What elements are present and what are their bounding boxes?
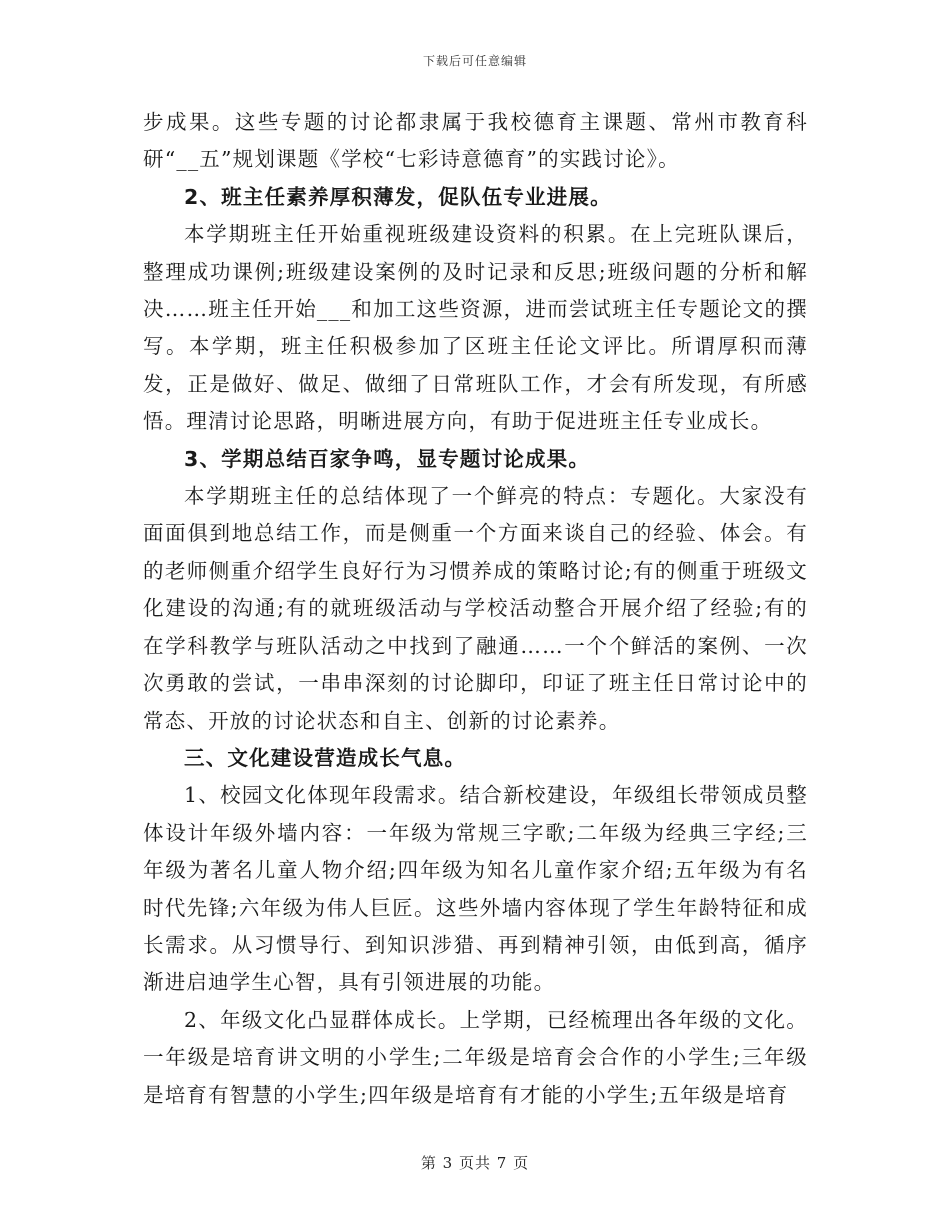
paragraph-term-summary: 本学期班主任的总结体现了一个鲜亮的特点：专题化。大家没有面面俱到地总结工作，而是侧重一个方面来谈自己的经验、体会。有的老师侧重介绍学生良好行为习惯养成的策略讨论;有的侧重于班级文化建设的沟通;有的就班级活动与学校活动整合开展介绍了经验;有的在学科教学与班队活动之中找到了融通……一个个鲜活的案例、一次次勇敢的尝试，一串串深刻的讨论脚印，印证了班主任日常讨论中的常态、开放的讨论状态和自主、创新的讨论素养。 [143,484,808,733]
paragraph-campus-culture: 1、校园文化体现年段需求。结合新校建设，年级组长带领成员整体设计年级外墙内容：一年级为常规三字歌;二年级为经典三字经;三年级为著名儿童人物介绍;四年级为知名儿童作家介绍;五年级为有名时代先锋;六年级为伟人巨匠。这些外墙内容体现了学生年龄特征和成长需求。从习惯导行、到知识涉猎、再到精神引领，由低到高，循序渐进启迪学生心智，具有引领进展的功能。 [143,783,808,995]
paragraph-continued: 步成果。这些专题的讨论都隶属于我校德育主课题、常州市教育科研“__五”规划课题《学校“七彩诗意德育”的实践讨论》。 [143,110,808,172]
section-heading-3: 3、学期总结百家争鸣，显专题讨论成果。 [184,446,591,471]
page-header-note: 下载后可任意编辑 [422,54,527,68]
document-body [143,104,808,1114]
section-heading-culture: 三、文化建设营造成长气息。 [184,745,467,770]
page-number-footer: 第 3 页共 7 页 [420,1154,530,1172]
paragraph-teacher-materials: 本学期班主任开始重视班级建设资料的积累。在上完班队课后，整理成功课例;班级建设案例的及时记录和反思;班级问题的分析和解决……班主任开始___和加工这些资源，进而尝试班主任专题论文的撰写。本学期，班主任积极参加了区班主任论文评比。所谓厚积而薄发，正是做好、做足、做细了日常班队工作，才会有所发现，有所感悟。理清讨论思路，明晰进展方向，有助于促进班主任专业成长。 [143,222,808,434]
paragraph-grade-culture: 2、年级文化凸显群体成长。上学期，已经梳理出各年级的文化。一年级是培育讲文明的小学生;二年级是培育会合作的小学生;三年级是培育有智慧的小学生;四年级是培育有才能的小学生;五年级是培育 [143,1007,808,1107]
section-heading-2: 2、班主任素养厚积薄发，促队伍专业进展。 [184,184,612,209]
